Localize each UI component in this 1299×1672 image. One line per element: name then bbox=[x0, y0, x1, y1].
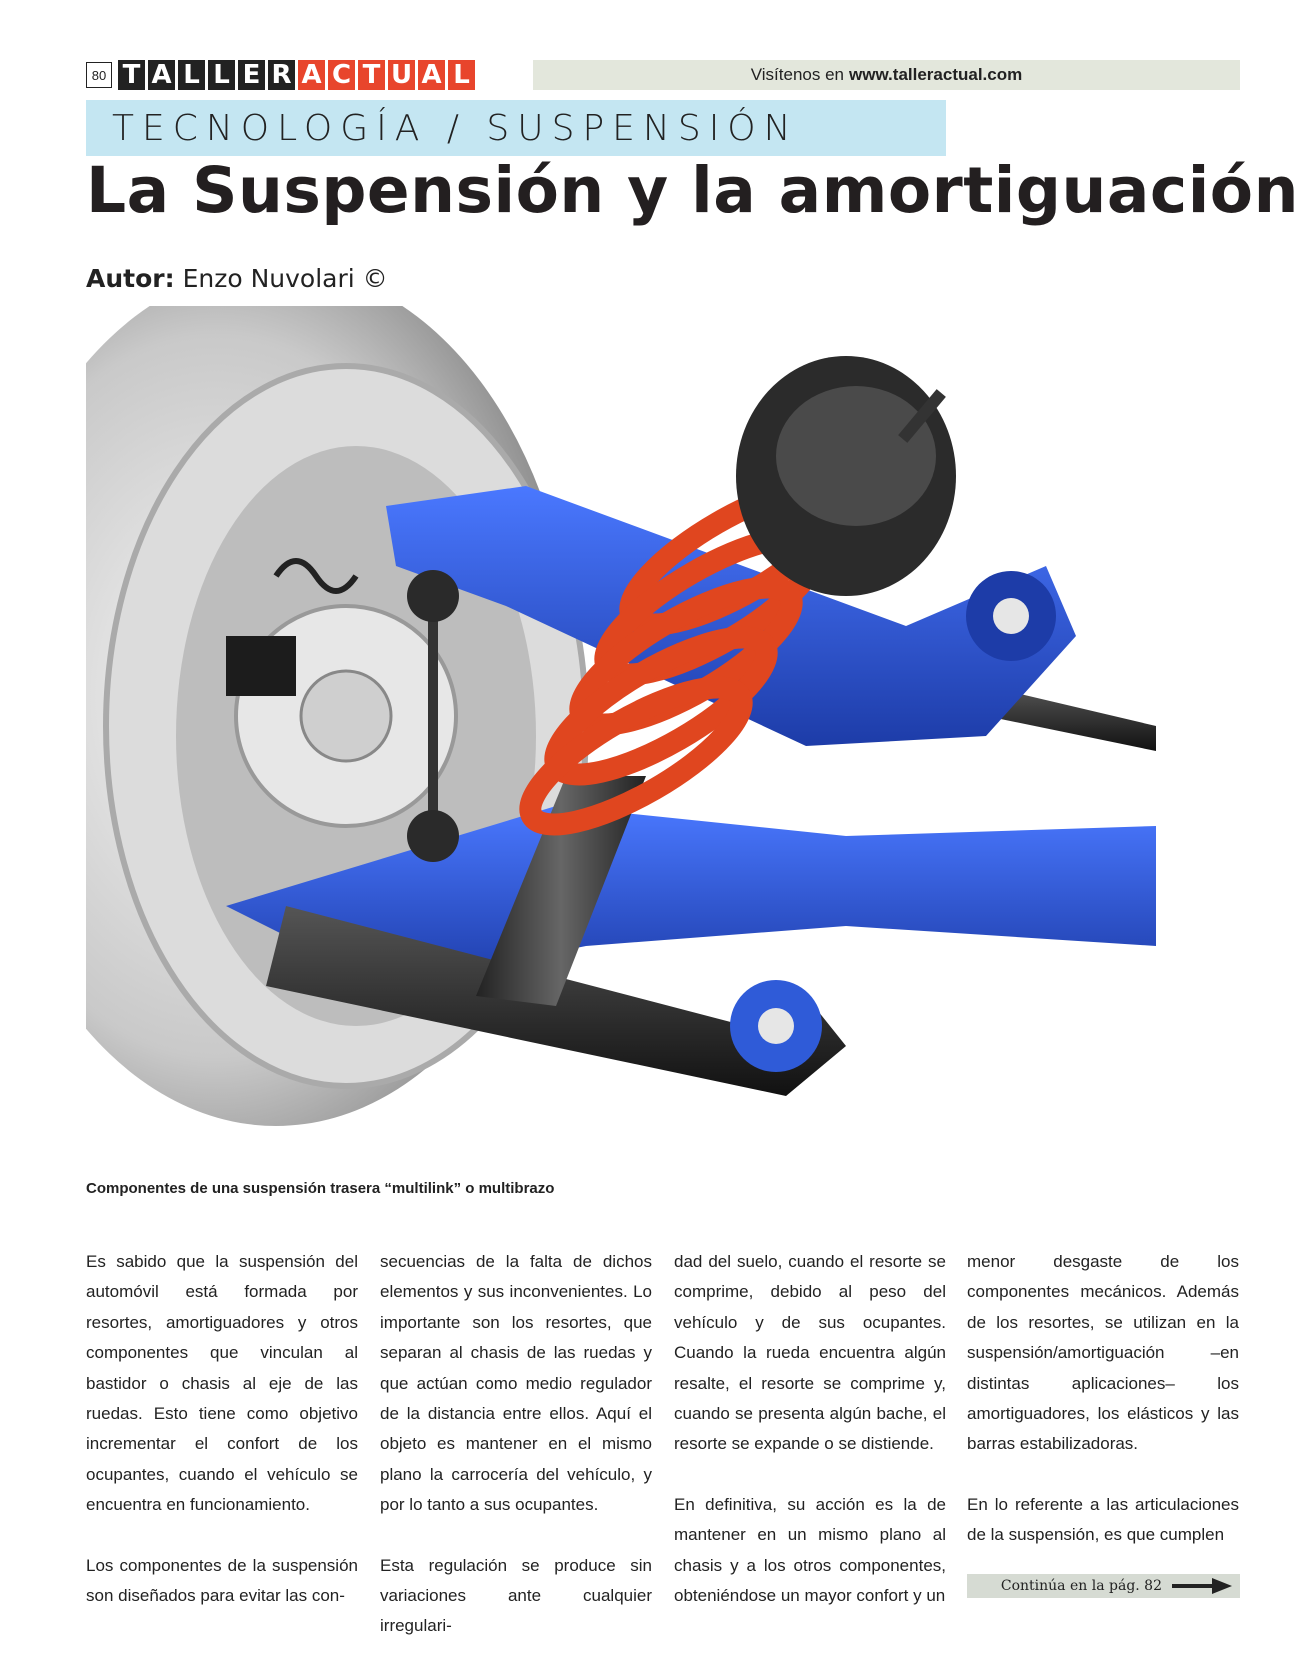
paragraph: dad del suelo, cuando el resorte se comprime, debido al peso del vehículo y de sus ocupantes. Cuando la rueda encuentra algún resalte, el resorte se comprime y, cuando se presenta algún bache, el resorte se expande o se distiende. bbox=[674, 1252, 946, 1454]
text-column-2 bbox=[380, 1247, 652, 1672]
magazine-logo bbox=[118, 60, 475, 90]
logo-letter: L bbox=[448, 60, 475, 90]
logo-letter: T bbox=[118, 60, 145, 90]
text-column-3 bbox=[674, 1247, 946, 1641]
logo-letter: L bbox=[178, 60, 205, 90]
suspension-illustration bbox=[86, 306, 1230, 1142]
visit-prefix: Visítenos en bbox=[750, 65, 845, 84]
logo-letter: E bbox=[238, 60, 265, 90]
author-name: Enzo Nuvolari © bbox=[182, 264, 388, 293]
logo-letter: R bbox=[268, 60, 295, 90]
bushing bbox=[758, 1008, 794, 1044]
bushing bbox=[993, 598, 1029, 634]
paragraph: Los componentes de la suspensión son diseñados para evitar las con- bbox=[86, 1555, 358, 1606]
logo-letter: T bbox=[358, 60, 385, 90]
logo-letter: U bbox=[388, 60, 415, 90]
logo-letter: L bbox=[208, 60, 235, 90]
paragraph: secuencias de la falta de dichos elementos y sus inconvenientes. Lo importante son los resortes, que separan al chasis de las ruedas y que actúan como medio regulador de la distancia entre ellos. Aquí el objeto es mantener en el mismo plano la carrocería del vehículo, y por lo tanto a sus ocupantes. bbox=[380, 1252, 652, 1515]
paragraph: Es sabido que la suspensión del automóvil está formada por resortes, amortiguadores y otros componentes que vinculan al bastidor o chasis al eje de las ruedas. Esto tiene como objetivo incrementar el confort de los ocupantes, cuando el vehículo se encuentra en funcionamiento. bbox=[86, 1252, 358, 1515]
logo-letter: C bbox=[328, 60, 355, 90]
continue-text: Continúa en la pág. 82 bbox=[1000, 1578, 1162, 1594]
website-banner bbox=[533, 60, 1240, 90]
text-column-1 bbox=[86, 1247, 358, 1641]
page-number: 80 bbox=[86, 62, 112, 88]
arrow-right-icon bbox=[1172, 1578, 1232, 1594]
author-line bbox=[86, 264, 388, 293]
paragraph: En definitiva, su acción es la de mantener en un mismo plano al chasis y a los otros componentes, obteniéndose un mayor confort y un bbox=[674, 1494, 946, 1606]
section-heading: TECNOLOGÍA / SUSPENSIÓN bbox=[86, 100, 946, 156]
logo-letter: A bbox=[418, 60, 445, 90]
paragraph: En lo referente a las articulaciones de la suspensión, es que cumplen bbox=[967, 1494, 1239, 1545]
continue-link[interactable] bbox=[967, 1574, 1240, 1598]
figure-caption: Componentes de una suspensión trasera “multilink” o multibrazo bbox=[86, 1180, 555, 1197]
logo-letter: A bbox=[298, 60, 325, 90]
paragraph: Esta regulación se produce sin variaciones ante cualquier irregulari- bbox=[380, 1555, 652, 1636]
article-title: La Suspensión y la amortiguación bbox=[86, 154, 1299, 227]
paragraph: menor desgaste de los componentes mecánicos. Además de los resortes, se utilizan en la suspensión/amortiguación –en distintas aplicaciones– los amortiguadores, los elásticos y las barras estabilizadoras. bbox=[967, 1252, 1239, 1454]
website-link[interactable]: www.talleractual.com bbox=[849, 65, 1023, 84]
logo-letter: A bbox=[148, 60, 175, 90]
strut-top-mount bbox=[736, 356, 956, 596]
author-label: Autor: bbox=[86, 264, 175, 293]
text-column-4 bbox=[967, 1247, 1239, 1581]
